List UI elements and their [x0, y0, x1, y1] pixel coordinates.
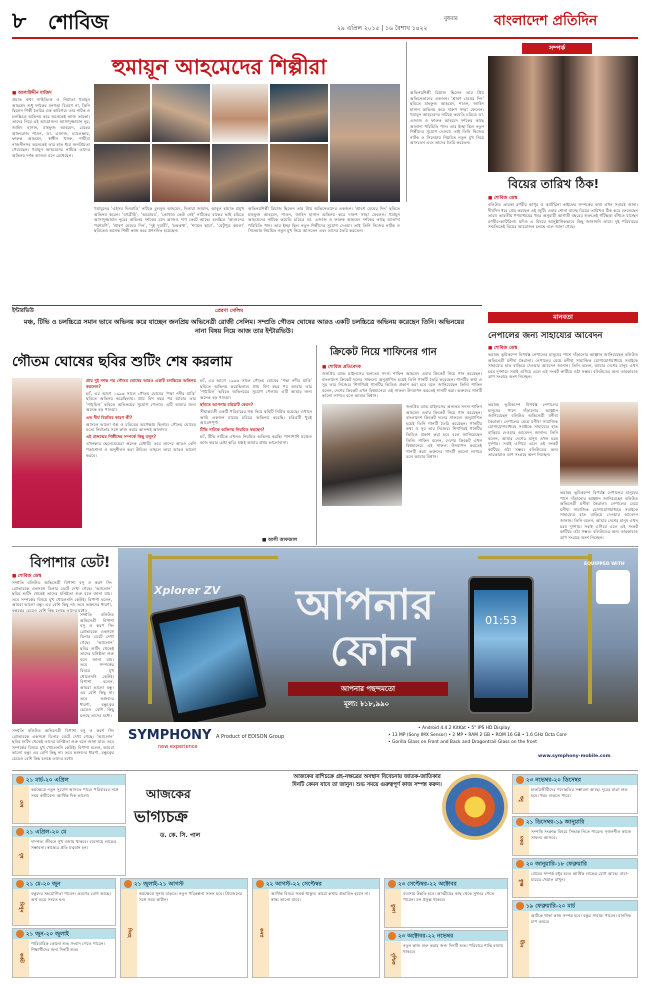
horo-range: ২৩ নভেম্বর-২০ ডিসেম্বর — [526, 777, 581, 784]
answer-2: আসলে ভালো গল্প ও চরিত্রের অপেক্ষায় ছিলাম। গৌতম ঘোষের মতো নির্মাতার সঙ্গে কাজ করার আনন্দই আলাদা। — [86, 421, 196, 433]
ad-gorilla-glass-logo — [596, 570, 630, 604]
question-5: এই প্রজন্মের শিল্পীদের সম্পর্কে কিছু বলুন? — [86, 434, 157, 440]
horo-sign-name: তুলা — [385, 889, 401, 927]
humanity-headline: নেপালের জন্য সাহায্যের আবেদন — [488, 331, 603, 341]
interview-headline: গৌতম ঘোষের ছবির শুটিং শেষ করলাম — [12, 354, 233, 370]
relation-body: বলিউড তারকা রণবীর কাপুর ও ক্যাটরিনা কাইফের সম্পর্কের কথা এখন সবারই জানা। দীর্ঘদিন ধরে প্রেম করছেন এই জুটি। এবার শোনা যাচ্ছে বিয়ের তারিখও ঠিক করে ফেলেছেন তারা। ভারতীয় গণমাধ্যমের খবর অনুযায়ী আগামী বছরের শুরুতেই গাঁটছড়া বাঁধতে যাচ্ছেন রণবীর-ক্যাটরিনা। যদিও এ বিষয়ে আনুষ্ঠানিকভাবে কিছু জানাননি তারা। দুই পরিবারের সম্মতিতেই বিয়ের আয়োজন চলছে বলে জানা গেছে। — [488, 202, 638, 230]
lead-col-1: প্রয়াত কথা সাহিত্যিক ও নির্মাতা হুমায়ূন আহমেদ শুধু দর্শকের মনগড়া চিত্রণে না, তিনি ছিলেন শিল্পী তৈরির এক কারিগর। তার নাটক ও চলচ্চিত্রে অভিনয় করে অনেকেই আজ তারকা। তাদের নিয়ে এই আয়োজন। আসাদুজ্জামান নূর, জাহিদ হাসান, মাহফুজ আহমেদ, মেহের আফরোজ শাওন, ডা. এজাজ, চ্যালেঞ্জার, ফারুক আহমেদ, স্বাধীন খসরু, শামীমা নাজনীনসহ অনেকেই তার হাত ধরে জনপ্রিয়তা পেয়েছেন। হুমায়ূন আহমেদের নাটকে তাদের অভিনয় দর্শক আজও মনে রেখেছেন। — [12, 97, 90, 158]
humanity-body: ভয়াবহ ভূমিকম্পে বিপর্যস্ত নেপালের মানুষের পাশে দাঁড়ানোর আহ্বান জানিয়েছেন বলিউড অভিনেত্রী মনীষা কৈরালা। নেপালের মেয়ে মনীষা সামাজিক যোগাযোগমাধ্যমে সবাইকে সাহায্যের হাত বাড়িয়ে দেওয়ার আবেদন জানান। তিনি বলেন, আমার দেশের মানুষ এখন চরম দুর্দশায়। সবাই এগিয়ে এলে এই সংকট কাটিয়ে ওঠা সম্ভব। বলিউডের অন্য তারকারাও ত্রাণ সংগ্রহে অংশ নিচ্ছেন। — [488, 352, 638, 380]
horo-text: পারিবারিক কোনো শুভ সংবাদ পেতে পারেন। শিক্ষার্থীদের জন্য দিনটি শুভ। — [31, 941, 105, 952]
horo-sign-name: বৃশ্চিক — [385, 941, 401, 977]
horo-sign-name: বৃষ — [13, 837, 29, 875]
ad-product-of: A Product of EDISON Group — [216, 734, 285, 740]
bipasha-photo — [12, 612, 78, 724]
strip-intro: মঞ্চ, টিভি ও চলচ্চিত্রে সমান ভাবে অভিনয় করে যাচ্ছেন জনপ্রিয় অভিনেত্রী রোজী সেলিম। সম্প্রতি গৌতম ঘোষের আরও একটি চলচ্চিত্রে অভিনয় করেছেন তিনি। অভিনয়ের নানা বিষয় নিয়ে আজ তার ইন্টারভিউ। — [23, 318, 465, 335]
ad-phone-left-screen — [159, 607, 258, 714]
horo-range: ২১ জুন-২০ জুলাই — [26, 931, 69, 938]
ad-phone-clock: 01:53 — [485, 614, 517, 627]
horo-sign-name: মকর — [513, 827, 529, 855]
horo-range: ২০ জানুয়ারি-১৮ ফেব্রুয়ারি — [526, 861, 587, 868]
ad-tagline: আপনার পছন্দমতো — [340, 685, 395, 693]
capricorn-icon — [516, 818, 524, 826]
bipasha-body-bottom: সম্প্রতি বলিউড অভিনেত্রী বিপাশা বসু ও করণ সিং গ্রোভারকে একসঙ্গে ডিনার ডেটে দেখা গেছে। ‘অ্যালোন’ ছবির শুটিং থেকেই তাদের ঘনিষ্ঠতা শুরু বলে জানা যায়। তবে সম্পর্কের বিষয়ে মুখ খোলেননি কেউই। বিপাশা বলেন, আমরা ভালো বন্ধু। এর বেশি কিছু না। তবে ভক্তদের ধারণা, বন্ধুত্বের চেয়েও বেশি কিছু চলছে তাদের মধ্যে। — [12, 728, 114, 760]
horo-sign-11 — [512, 858, 638, 898]
scorpio-icon — [388, 932, 396, 940]
relation-byline: ■ শোবিজ ডেস্ক — [488, 196, 518, 201]
ad-phone-right-screen — [474, 590, 528, 698]
humanity-body-2: ভয়াবহ ভূমিকম্পে বিপর্যস্ত নেপালের মানুষের পাশে দাঁড়ানোর আহ্বান জানিয়েছেন বলিউড অভিনেত্রী মনীষা কৈরালা। নেপালের মেয়ে মনীষা সামাজিক যোগাযোগমাধ্যমে সবাইকে সাহায্যের হাত বাড়িয়ে দেওয়ার আবেদন জানান। তিনি বলেন, আমার দেশের মানুষ এখন চরম দুর্দশায়। সবাই এগিয়ে এলে এই সংকট কাটিয়ে ওঠা সম্ভব। বলিউডের অন্য তারকারাও ত্রাণ সংগ্রহে অংশ নিচ্ছেন। — [488, 402, 558, 458]
horo-sign-name: কুম্ভ — [513, 869, 529, 897]
ad-brand-sub: new experience — [158, 744, 198, 750]
horo-sign-3 — [12, 878, 116, 926]
horo-text: চাকরিজীবীদের পদোন্নতির সম্ভাবনা আছে। দূরের যাত্রা শুভ হবে। খরচ বাড়তে পারে। — [531, 787, 628, 798]
lead-photo-8 — [270, 144, 328, 202]
bipasha-body-top: সম্প্রতি বলিউড অভিনেত্রী বিপাশা বসু ও করণ সিং গ্রোভারকে একসঙ্গে ডিনার ডেটে দেখা গেছে। ‘অ্যালোন’ ছবির শুটিং থেকেই তাদের ঘনিষ্ঠতা শুরু বলে জানা যায়। তবে সম্পর্কের বিষয়ে মুখ খোলেননি কেউই। বিপাশা বলেন, আমরা ভালো বন্ধু। এর বেশি কিছু না। তবে ভক্তদের ধারণা, বন্ধুত্বের চেয়েও বেশি কিছু চলছে তাদের মধ্যে। — [12, 580, 112, 612]
answer-1-continued: হ্যাঁ, এর আগে ১৯৯৬ সালে গৌতম ঘোষের ‘পদ্মা নদীর মাঝি’ ছবিতে অভিনয় করেছিলাম। প্রায় বিশ বছর পর আবার তার ‘শঙ্খচিল’ ছবিতে অভিনয়ের সুযোগ পেলাম। এটি আমার জন্য অনেক বড় পাওয়া। — [200, 378, 312, 400]
strip-rule-top — [12, 305, 482, 306]
horo-sign-1 — [12, 774, 126, 824]
horo-sign-6 — [252, 878, 380, 978]
horo-sign-10 — [512, 816, 638, 856]
ad-feature-2: • 13 MP (Sony IMX Sensor) • 2 MP • RAM 2 GB • ROM 16 GB • 1.6 GHz Octa Core — [388, 733, 567, 738]
horo-sign-12 — [512, 900, 638, 978]
horo-sign-name: কর্কট — [13, 939, 29, 977]
lead-photo-6 — [152, 144, 210, 202]
horo-text: বন্ধুদের সহযোগিতা পাবেন। ভ্রমণের যোগ আছে। অর্থ ব্যয়ে সংযত হন। — [31, 891, 111, 902]
strip-label: ইন্টারভিউ — [12, 308, 34, 314]
horo-text: ব্যবসায় উন্নতি হবে। আত্মীয়ের কাছ থেকে সুখবর পেতে পারেন। মন প্রফুল্ল থাকবে। — [403, 891, 495, 902]
virgo-icon — [256, 880, 264, 888]
question-1: প্রায় দুই দশক পর গৌতম ঘোষের আরও একটি চলচ্চিত্রে অভিনয় করলেন? — [86, 378, 196, 389]
lead-headline: হুমায়ূন আহমেদের শিল্পীরা — [112, 55, 327, 79]
horo-sign-9 — [512, 774, 638, 814]
humanity-body-3: ভয়াবহ ভূমিকম্পে বিপর্যস্ত নেপালের মানুষের পাশে দাঁড়ানোর আহ্বান জানিয়েছেন বলিউড অভিনেত্রী মনীষা কৈরালা। নেপালের মেয়ে মনীষা সামাজিক যোগাযোগমাধ্যমে সবাইকে সাহায্যের হাত বাড়িয়ে দেওয়ার আবেদন জানান। তিনি বলেন, আমার দেশের মানুষ এখন চরম দুর্দশায়। সবাই এগিয়ে এলে এই সংকট কাটিয়ে ওঠা সম্ভব। বলিউডের অন্য তারকারাও ত্রাণ সংগ্রহে অংশ নিচ্ছেন। — [560, 490, 638, 540]
horo-sign-name: ধনু — [513, 785, 529, 813]
horo-range: ২১ ডিসেম্বর-১৯ জানুয়ারি — [526, 819, 585, 826]
horo-sign-name: সিংহ — [121, 889, 137, 977]
lead-photo-9 — [330, 84, 400, 202]
strip-byline: প্রেরণা সেলিম — [215, 308, 243, 314]
header-rule — [12, 37, 638, 39]
lead-col-3: অভিনয়শিল্পী রিয়াজ ছিলেন তার প্রিয় অভিনেতাদের একজন। ‘শ্রাবণ মেঘের দিন’ ছবিতে মাহফুজ আহমেদ, শাওন, জাহিদ হাসান অভিনয় করে দারুণ সাড়া ফেলেন। হুমায়ূন আহমেদের নাটকে কমেডি চরিত্রে ডা. এজাজ ও ফারুক আহমেদ দর্শকের কাছে আলাদা পরিচিতি পান। তার ইচ্ছা ছিল নতুন শিল্পীদের সুযোগ দেওয়া। তাই তিনি নিজের নাটক ও সিনেমায় নিয়মিত নতুন মুখ নিয়ে আসতেন এবং তাদের তৈরি করতেন। — [248, 206, 400, 234]
horo-text: কর্মক্ষেত্রে সুনাম বাড়বে। নতুন পরিকল্পনা সফল হবে। প্রিয়জনের সঙ্গে সময় কাটান। — [139, 891, 243, 902]
ad-brand: SYMPHONY — [128, 728, 212, 743]
horoscope-rule — [12, 770, 638, 771]
ad-crane-right — [588, 554, 592, 704]
ad-feature-1: • Android 4.4.2 KitKat • 5" IPS HD Display — [418, 726, 510, 731]
relation-tag: সম্পর্ক — [522, 43, 592, 54]
ad-headline-2: ফোন — [330, 626, 415, 675]
lead-byline: ■ আলাউদ্দীন মাজিদ — [12, 91, 52, 96]
lead-photo-5 — [94, 144, 150, 202]
ad-price: মূল্য: ৳১৮,৯৯০ — [344, 700, 390, 708]
horo-sign-name: মেষ — [13, 785, 29, 823]
header-day: বুধবার — [444, 16, 458, 22]
pisces-icon — [516, 902, 524, 910]
lead-photo-4 — [270, 84, 328, 142]
horo-text: সম্পত্তি সংক্রান্ত বিষয়ে সিদ্ধান্ত নিতে পারেন। সৃজনশীল কাজে সাফল্য আসবে। — [531, 829, 632, 840]
lead-col-2: হুমায়ূনের ‘এইসব দিনরাত্রি’ নাটকে বুলবুল আহমেদ, দিলারা জামান, আবুল হায়াত প্রমুখ অভিনয় করেন। ‘বহুব্রীহি’, ‘অয়োময়’, ‘কোথাও কেউ নেই’ নাটকের বাকের ভাই চরিত্রে আসাদুজ্জামান নূরের অভিনয় দর্শকের মনে আজও দাগ কেটে আছে। চলচ্চিত্র ‘আগুনের পরশমণি’, ‘শ্রাবণ মেঘের দিন’, ‘দুই দুয়ারী’, ‘চন্দ্রকথা’, ‘শ্যামল ছায়া’, ‘ঘেটুপুত্র কমলা’ ছবিতেও অনেক শিল্পী কাজ করে প্রশংসিত হয়েছেন। — [94, 206, 244, 234]
horo-text: কর্মক্ষেত্রে নতুন সুযোগ আসতে পারে। পরিবারের সঙ্গে সময় কাটাবেন। আর্থিক দিক ভালো। — [31, 787, 119, 798]
humanity-photo — [560, 402, 638, 486]
humanity-byline: ■ শোবিজ ডেস্ক — [488, 346, 518, 351]
page-number: ৮ — [12, 9, 27, 34]
horo-sign-5 — [120, 878, 248, 978]
lead-col-4: অভিনয়শিল্পী রিয়াজ ছিলেন তার প্রিয় অভিনেতাদের একজন। ‘শ্রাবণ মেঘের দিন’ ছবিতে মাহফুজ আহমেদ, শাওন, জাহিদ হাসান অভিনয় করে দারুণ সাড়া ফেলেন। হুমায়ূন আহমেদের নাটকে কমেডি চরিত্রে ডা. এজাজ ও ফারুক আহমেদ দর্শকের কাছে আলাদা পরিচিতি পান। তার ইচ্ছা ছিল নতুন শিল্পীদের সুযোগ দেওয়া। তাই তিনি নিজের নাটক ও সিনেমায় নিয়মিত নতুন মুখ নিয়ে আসতেন এবং তাদের তৈরি করতেন। — [410, 90, 484, 146]
horoscope-intro: আজকের রাশিচক্রে গ্রহ-নক্ষত্রের অবস্থান বিবেচনায় জাতক-জাতিকার দিনটি কেমন যাবে তা জানুন। শুভ সময়ে গুরুত্বপূর্ণ কাজ সম্পন্ন করুন। — [292, 774, 442, 788]
lead-photo-2 — [152, 84, 210, 142]
interview-photo — [12, 378, 82, 528]
answer-4: হ্যাঁ, টিভি নাটকে এখনও নিয়মিত অভিনয় করছি। পাশাপাশি মঞ্চেও কাজ করার চেষ্টা করি। মঞ্চই আমার প্রথম ভালোবাসা। — [200, 434, 312, 445]
horo-sign-4 — [12, 928, 116, 978]
horo-range: ২৩ অক্টোবর-২২ নভেম্বর — [398, 933, 454, 940]
ad-equipped: EQUIPPED WITH — [584, 562, 625, 567]
horo-sign-2 — [12, 826, 126, 876]
ad-crane-left-arm — [148, 556, 278, 559]
horo-range: ২১ মে-২০ জুন — [26, 881, 61, 888]
horo-text: প্রেমের সম্পর্ক মধুর হবে। আর্থিক লাভের যোগ আছে। বাবা-মায়ের খেয়াল রাখুন। — [531, 871, 629, 882]
interview-credit: ■ আলী আফজাল — [262, 538, 298, 543]
ad-feature-3: • Gorilla Glass on Front and Back and Dragontrail Glass on the front — [388, 740, 538, 745]
horo-range: ২১ এপ্রিল-২০ মে — [26, 829, 67, 836]
col-divider-right — [406, 42, 407, 202]
aries-icon — [16, 776, 24, 784]
horoscope-title-1: আজকের — [146, 787, 191, 801]
section-title: শোবিজ — [48, 10, 109, 34]
horo-sign-name: কন্যা — [253, 889, 269, 977]
horo-sign-name: মীন — [513, 911, 529, 977]
ad-model: Xplorer ZV — [154, 584, 221, 597]
horo-range: ১৯ ফেব্রুয়ারি-২০ মার্চ — [526, 903, 576, 910]
horo-sign-7 — [384, 878, 508, 928]
symphony-ad[interactable] — [118, 548, 638, 766]
answer-5: এখনকার ছেলেমেয়েরা অনেক মেধাবী। তবে তাদের আরও বেশি পড়াশোনা ও অনুশীলন করা উচিত। তাহলে তারা আরও ভালো করবে। — [86, 441, 196, 458]
page-header — [12, 8, 638, 36]
ad-tagline-banner — [288, 682, 448, 696]
horoscope-author: ড. কে. সি. পাল — [160, 832, 201, 839]
cricket-photo — [322, 404, 402, 506]
interview-col-2 — [200, 378, 312, 536]
horo-text: আর্থিক বিষয়ে সতর্ক থাকুন। কারো কথায় প্রভাবিত হবেন না। স্বাস্থ্য ভালো যাবে। — [271, 891, 370, 902]
ad-headline-1: আপনার — [296, 580, 434, 629]
cricket-headline: ক্রিকেট নিয়ে শাফিনের গান — [330, 347, 437, 358]
lead-photo-7 — [212, 144, 268, 202]
sagittarius-icon — [516, 776, 524, 784]
horo-sign-8 — [384, 930, 508, 978]
libra-icon — [388, 880, 396, 888]
bipasha-byline: ■ শোবিজ ডেস্ক — [12, 574, 42, 579]
lead-photo-1 — [94, 84, 150, 142]
horo-range: ২৩ সেপ্টেম্বর-২২ অক্টোবর — [398, 881, 457, 888]
taurus-icon — [16, 828, 24, 836]
answer-1: হ্যাঁ, এর আগে ১৯৯৬ সালে গৌতম ঘোষের ‘পদ্মা নদীর মাঝি’ ছবিতে অভিনয় করেছিলাম। প্রায় বিশ বছর পর আবার তার ‘শঙ্খচিল’ ছবিতে অভিনয়ের সুযোগ পেলাম। এটি আমার জন্য অনেক বড় পাওয়া। — [86, 390, 196, 413]
horo-text: আটকে থাকা কাজ সম্পন্ন হবে। বন্ধুর সাহায্য পাবেন। মানসিক চাপ কমবে। — [531, 913, 632, 924]
lead-photo-3 — [212, 84, 268, 142]
cricket-byline: ■ শোবিজ প্রতিবেদক — [322, 365, 361, 370]
horo-text: দাম্পত্য জীবনে সুখ বজায় থাকবে। ব্যবসায়ে লাভের সম্ভাবনা। স্বাস্থ্যের প্রতি যত্নবান হন। — [31, 839, 117, 850]
leo-icon — [124, 880, 132, 888]
question-3: ছবিতে আপনার চরিত্রটি কেমন? — [200, 401, 254, 407]
answer-3: সীমান্তবর্তী একটি পরিবারের গল্প নিয়ে ছবিটি নির্মিত হয়েছে। এখানে আমি একজন মায়ের চরিত্রে অভিনয় করেছি। চরিত্রটি খুবই আবেগপূর্ণ। — [200, 408, 312, 426]
ad-website[interactable]: www.symphony-mobile.com — [538, 754, 611, 759]
question-4: টিভি নাটকে অভিনয় নিয়মিত করছেন? — [200, 427, 265, 433]
cricket-body: জনপ্রিয় ব্যান্ড মাইলসের অন্যতম সদস্য শাফিন আহমেদ এবার ক্রিকেট নিয়ে গান করেছেন। বাংলাদেশ ক্রিকেট দলের সাফল্যে অনুপ্রাণিত হয়েই তিনি গানটি তৈরি করেছেন। গানটির কথা ও সুর তার নিজের। শিগগিরই গানটির ভিডিও প্রকাশ করা হবে বলে জানিয়েছেন তিনি। শাফিন বলেন, দেশের ক্রিকেট এখন বিশ্বমানের। এই সাফল্য উদযাপন করতেই গানটি করা। ভক্তদের গানটি ভালো লাগবে বলে আমার বিশ্বাস। — [406, 404, 482, 460]
ad-phone-right — [468, 576, 534, 714]
bipasha-headline: বিপাশার ডেট! — [30, 555, 111, 571]
bipasha-body: সম্প্রতি বলিউড অভিনেত্রী বিপাশা বসু ও করণ সিং গ্রোভারকে একসঙ্গে ডিনার ডেটে দেখা গেছে। ‘অ্যালোন’ ছবির শুটিং থেকেই তাদের ঘনিষ্ঠতা শুরু বলে জানা যায়। তবে সম্পর্কের বিষয়ে মুখ খোলেননি কেউই। বিপাশা বলেন, আমরা ভালো বন্ধু। এর বেশি কিছু না। তবে ভক্তদের ধারণা, বন্ধুত্বের চেয়েও বেশি কিছু চলছে তাদের মধ্যে। — [80, 612, 114, 718]
horo-text: নতুন কাজ শুরু করার জন্য দিনটি শুভ। পরিবারে শান্তি বজায় থাকবে। — [403, 943, 504, 954]
horo-range: ২২ আগস্ট-২২ সেপ্টেম্বর — [266, 881, 322, 888]
relation-photo — [488, 56, 638, 172]
zodiac-wheel — [442, 774, 508, 840]
horo-sign-name: মিথুন — [13, 889, 29, 925]
paper-name: বাংলাদেশ প্রতিদিন — [494, 13, 598, 29]
cricket-body-top: জনপ্রিয় ব্যান্ড মাইলসের অন্যতম সদস্য শাফিন আহমেদ এবার ক্রিকেট নিয়ে গান করেছেন। বাংলাদেশ ক্রিকেট দলের সাফল্যে অনুপ্রাণিত হয়েই তিনি গানটি তৈরি করেছেন। গানটির কথা ও সুর তার নিজের। শিগগিরই গানটির ভিডিও প্রকাশ করা হবে বলে জানিয়েছেন তিনি। শাফিন বলেন, দেশের ক্রিকেট এখন বিশ্বমানের। এই সাফল্য উদযাপন করতেই গানটি করা। ভক্তদের গানটি ভালো লাগবে বলে আমার বিশ্বাস। — [322, 371, 482, 399]
cricket-divider — [316, 345, 317, 545]
question-2: এত দীর্ঘ বিরতির কারণ কী? — [86, 414, 133, 420]
ad-crane-right-arm — [478, 556, 592, 559]
horo-range: ২১ জুলাই-২১ আগস্ট — [134, 881, 184, 888]
humanity-tag: মানবতা — [488, 312, 638, 323]
interview-col-1 — [86, 378, 196, 536]
cancer-icon — [16, 930, 24, 938]
bipasha-rule — [12, 546, 638, 547]
horo-range: ২১ মার্চ-২০ এপ্রিল — [26, 777, 69, 784]
gemini-icon — [16, 880, 24, 888]
header-date: ২৯ এপ্রিল ২০১৫ | ১৬ বৈশাখ ১৪২২ — [337, 25, 428, 32]
aquarius-icon — [516, 860, 524, 868]
horoscope-title-2: ভাগ্যচক্র — [134, 807, 188, 826]
relation-headline: বিয়ের তারিখ ঠিক! — [508, 177, 600, 191]
